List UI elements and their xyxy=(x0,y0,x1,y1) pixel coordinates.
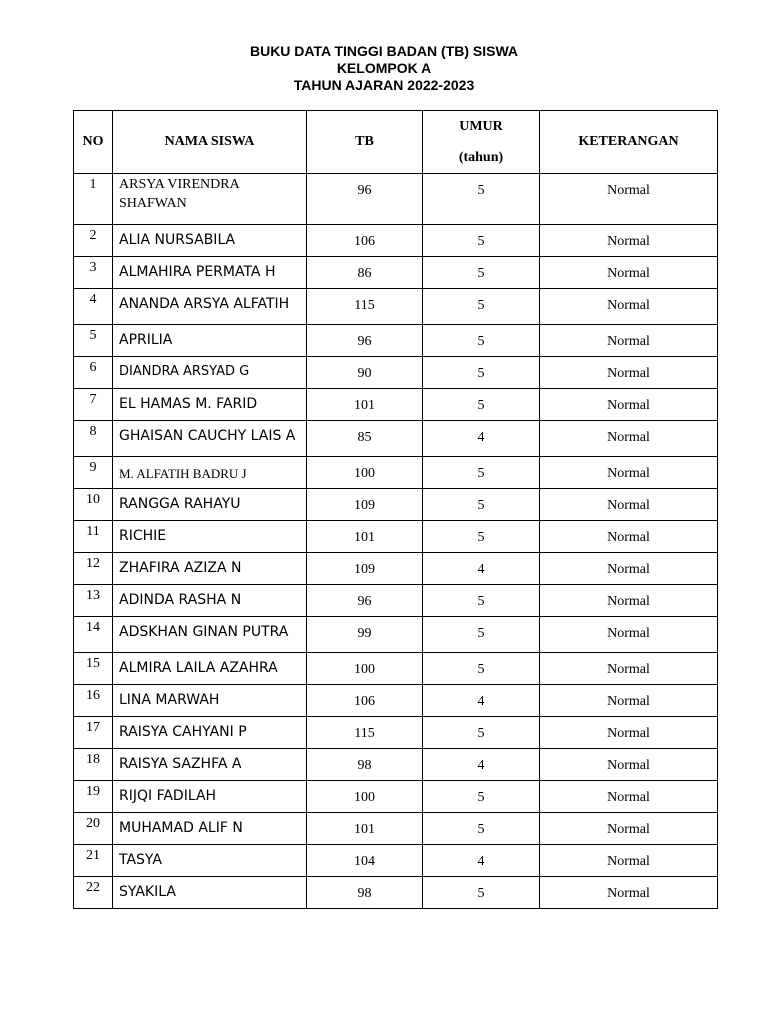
table-row xyxy=(74,521,718,553)
cell-no: 4 xyxy=(74,289,113,325)
cell-umur: 5 xyxy=(423,781,540,813)
cell-name: RICHIE xyxy=(113,521,307,553)
cell-no: 9 xyxy=(74,457,113,489)
cell-umur: 5 xyxy=(423,585,540,617)
table-row xyxy=(74,421,718,457)
cell-tb: 115 xyxy=(307,717,423,749)
cell-tb: 104 xyxy=(307,845,423,877)
cell-keterangan: Normal xyxy=(540,489,718,521)
cell-no: 5 xyxy=(74,325,113,357)
cell-name: GHAISAN CAUCHY LAIS A xyxy=(113,421,307,457)
cell-no: 8 xyxy=(74,421,113,457)
cell-no: 3 xyxy=(74,257,113,289)
cell-keterangan: Normal xyxy=(540,749,718,781)
column-header-tb: TB xyxy=(307,111,423,174)
cell-keterangan: Normal xyxy=(540,781,718,813)
cell-umur: 5 xyxy=(423,457,540,489)
cell-no: 17 xyxy=(74,717,113,749)
cell-umur: 4 xyxy=(423,845,540,877)
cell-no: 22 xyxy=(74,877,113,909)
cell-name: LINA MARWAH xyxy=(113,685,307,717)
cell-keterangan: Normal xyxy=(540,585,718,617)
cell-tb: 99 xyxy=(307,617,423,653)
cell-tb: 96 xyxy=(307,174,423,225)
cell-tb: 90 xyxy=(307,357,423,389)
column-header-keterangan: KETERANGAN xyxy=(540,111,718,174)
table-row xyxy=(74,617,718,653)
cell-umur: 5 xyxy=(423,489,540,521)
table-row xyxy=(74,845,718,877)
column-header-umur-label: UMUR xyxy=(459,119,503,134)
cell-keterangan: Normal xyxy=(540,357,718,389)
cell-keterangan: Normal xyxy=(540,389,718,421)
cell-keterangan: Normal xyxy=(540,325,718,357)
cell-tb: 106 xyxy=(307,685,423,717)
cell-keterangan: Normal xyxy=(540,685,718,717)
cell-tb: 106 xyxy=(307,225,423,257)
cell-umur: 5 xyxy=(423,877,540,909)
table-row xyxy=(74,653,718,685)
cell-umur: 4 xyxy=(423,685,540,717)
cell-name: APRILIA xyxy=(113,325,307,357)
cell-umur: 5 xyxy=(423,325,540,357)
cell-tb: 100 xyxy=(307,781,423,813)
cell-tb: 100 xyxy=(307,457,423,489)
cell-name: M. ALFATIH BADRU J xyxy=(113,457,307,489)
table-row xyxy=(74,553,718,585)
cell-umur: 5 xyxy=(423,289,540,325)
cell-umur: 5 xyxy=(423,225,540,257)
cell-keterangan: Normal xyxy=(540,174,718,225)
cell-name: MUHAMAD ALIF N xyxy=(113,813,307,845)
cell-umur: 4 xyxy=(423,749,540,781)
cell-name: ADINDA RASHA N xyxy=(113,585,307,617)
cell-no: 2 xyxy=(74,225,113,257)
cell-umur: 5 xyxy=(423,389,540,421)
cell-tb: 109 xyxy=(307,489,423,521)
cell-keterangan: Normal xyxy=(540,289,718,325)
cell-keterangan: Normal xyxy=(540,653,718,685)
table-row xyxy=(74,257,718,289)
table-row xyxy=(74,781,718,813)
cell-name: TASYA xyxy=(113,845,307,877)
cell-tb: 115 xyxy=(307,289,423,325)
cell-keterangan: Normal xyxy=(540,717,718,749)
cell-no: 14 xyxy=(74,617,113,653)
cell-keterangan: Normal xyxy=(540,457,718,489)
cell-no: 19 xyxy=(74,781,113,813)
column-header-name: NAMA SISWA xyxy=(113,111,307,174)
cell-tb: 109 xyxy=(307,553,423,585)
table-row xyxy=(74,289,718,325)
cell-name: ADSKHAN GINAN PUTRA xyxy=(113,617,307,653)
cell-keterangan: Normal xyxy=(540,813,718,845)
cell-umur: 5 xyxy=(423,717,540,749)
cell-umur: 4 xyxy=(423,421,540,457)
cell-no: 11 xyxy=(74,521,113,553)
table-row xyxy=(74,457,718,489)
table-row xyxy=(74,717,718,749)
cell-name: ANANDA ARSYA ALFATIH xyxy=(113,289,307,325)
cell-name: ALMIRA LAILA AZAHRA xyxy=(113,653,307,685)
cell-name: RANGGA RAHAYU xyxy=(113,489,307,521)
cell-name: RAISYA SAZHFA A xyxy=(113,749,307,781)
table-row xyxy=(74,813,718,845)
cell-keterangan: Normal xyxy=(540,421,718,457)
cell-umur: 5 xyxy=(423,813,540,845)
cell-keterangan: Normal xyxy=(540,257,718,289)
table-row xyxy=(74,749,718,781)
cell-keterangan: Normal xyxy=(540,617,718,653)
document-subtitle-group: KELOMPOK A xyxy=(336,60,432,76)
cell-keterangan: Normal xyxy=(540,877,718,909)
table-row xyxy=(74,877,718,909)
cell-name: ZHAFIRA AZIZA N xyxy=(113,553,307,585)
cell-name: EL HAMAS M. FARID xyxy=(113,389,307,421)
table-row xyxy=(74,685,718,717)
table-header-row xyxy=(74,111,718,174)
cell-umur: 5 xyxy=(423,357,540,389)
table-row xyxy=(74,225,718,257)
cell-name: RIJQI FADILAH xyxy=(113,781,307,813)
cell-tb: 96 xyxy=(307,585,423,617)
cell-name: ALMAHIRA PERMATA H xyxy=(113,257,307,289)
document-title: BUKU DATA TINGGI BADAN (TB) SISWA xyxy=(249,43,519,59)
cell-tb: 101 xyxy=(307,813,423,845)
cell-no: 6 xyxy=(74,357,113,389)
cell-tb: 98 xyxy=(307,877,423,909)
cell-name: ARSYA VIRENDRA SHAFWAN xyxy=(113,174,307,225)
table-row xyxy=(74,357,718,389)
student-height-table xyxy=(73,110,718,909)
cell-umur: 5 xyxy=(423,174,540,225)
cell-no: 15 xyxy=(74,653,113,685)
cell-tb: 96 xyxy=(307,325,423,357)
column-header-umur-unit: (tahun) xyxy=(458,150,504,165)
cell-umur: 5 xyxy=(423,617,540,653)
table-row xyxy=(74,585,718,617)
cell-name: DIANDRA ARSYAD G xyxy=(113,357,307,389)
cell-no: 20 xyxy=(74,813,113,845)
cell-umur: 5 xyxy=(423,257,540,289)
cell-keterangan: Normal xyxy=(540,845,718,877)
cell-no: 13 xyxy=(74,585,113,617)
cell-umur: 4 xyxy=(423,553,540,585)
cell-keterangan: Normal xyxy=(540,225,718,257)
cell-name: ALIA NURSABILA xyxy=(113,225,307,257)
document-subtitle-year: TAHUN AJARAN 2022-2023 xyxy=(293,77,475,93)
cell-no: 1 xyxy=(74,174,113,225)
column-header-no: NO xyxy=(74,111,113,174)
cell-name: RAISYA CAHYANI P xyxy=(113,717,307,749)
table-row xyxy=(74,174,718,225)
column-header-umur xyxy=(423,111,540,174)
table-row xyxy=(74,325,718,357)
cell-umur: 5 xyxy=(423,653,540,685)
table-row xyxy=(74,489,718,521)
cell-no: 12 xyxy=(74,553,113,585)
cell-tb: 85 xyxy=(307,421,423,457)
cell-tb: 100 xyxy=(307,653,423,685)
cell-tb: 86 xyxy=(307,257,423,289)
cell-no: 7 xyxy=(74,389,113,421)
cell-no: 18 xyxy=(74,749,113,781)
cell-tb: 98 xyxy=(307,749,423,781)
cell-tb: 101 xyxy=(307,389,423,421)
cell-keterangan: Normal xyxy=(540,553,718,585)
cell-no: 21 xyxy=(74,845,113,877)
cell-no: 10 xyxy=(74,489,113,521)
cell-keterangan: Normal xyxy=(540,521,718,553)
cell-tb: 101 xyxy=(307,521,423,553)
cell-umur: 5 xyxy=(423,521,540,553)
cell-name: SYAKILA xyxy=(113,877,307,909)
table-row xyxy=(74,389,718,421)
cell-no: 16 xyxy=(74,685,113,717)
